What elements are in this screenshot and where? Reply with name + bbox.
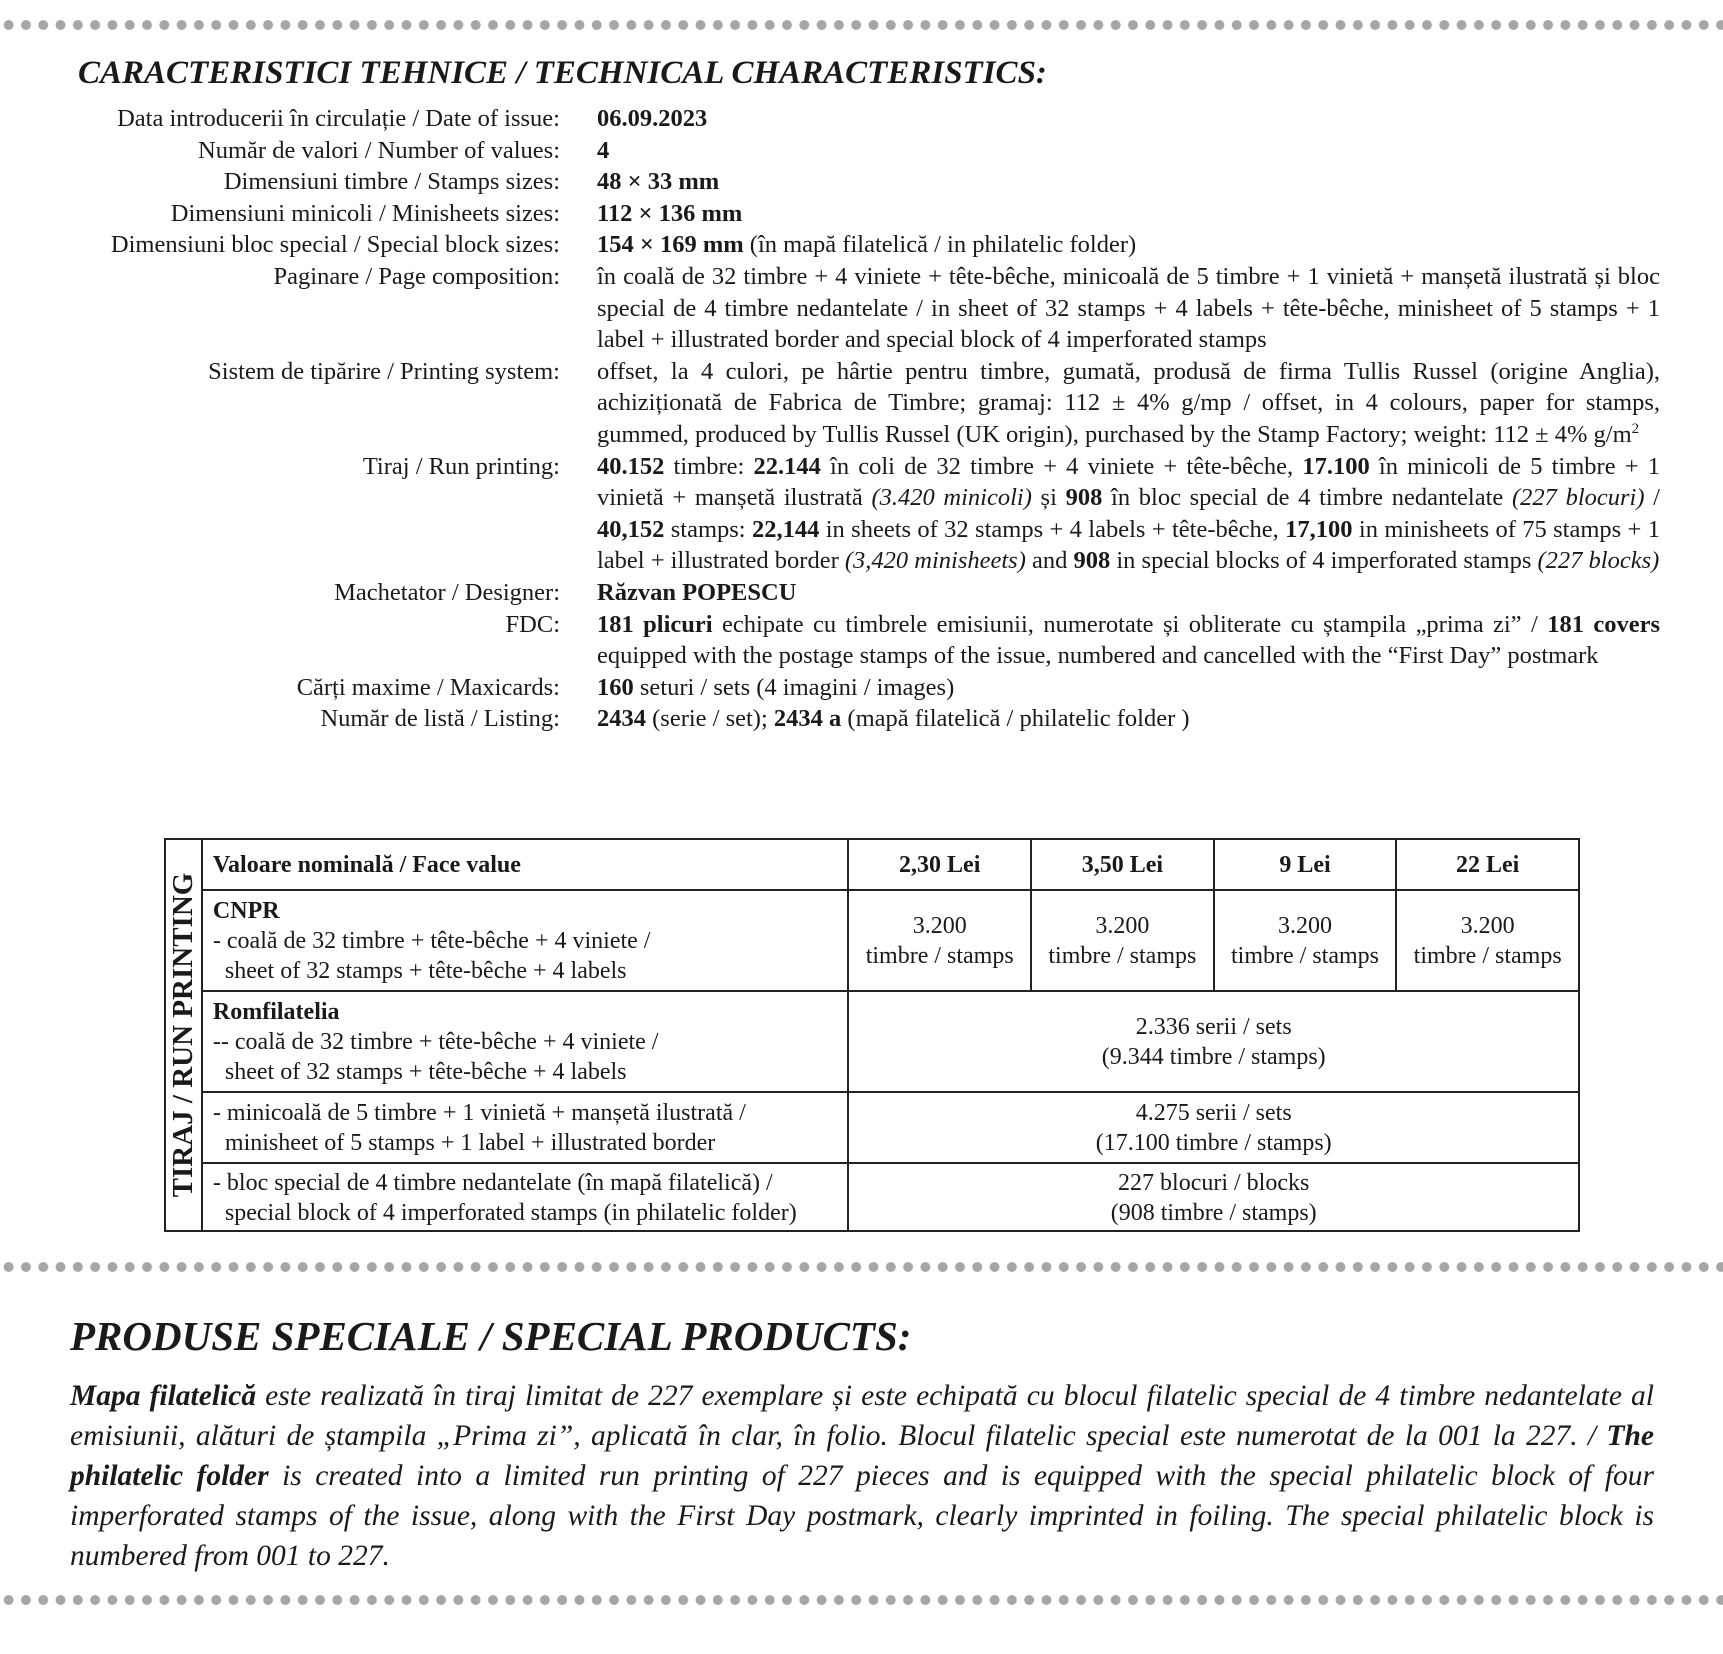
block-line-2: special block of 4 imperforated stamps (in philatelic folder)	[224, 1199, 797, 1226]
cnpr-description	[202, 890, 848, 991]
technical-specs	[60, 103, 1660, 735]
face-value-9: 9 Lei	[1214, 840, 1397, 890]
block-line-1: - bloc special de 4 timbre nedantelate (în mapă filatelică) /	[212, 1169, 773, 1196]
romfilatelia-line-1: -- coală de 32 timbre + tête-bêche + 4 viniete /	[212, 1028, 659, 1055]
spec-label: Dimensiuni timbre / Stamps sizes:	[223, 168, 560, 196]
spec-value: în coală de 32 timbre + 4 viniete + tête-bêche, minicoală de 5 timbre + 1 vinietă + manșetă ilustrată și bloc special de 4 timbre nedantelate / in sheet of 32 stamps + 4 labels + tête-bêche, minisheet of 5 stamps + 1 label + illustrated border and special block of 4 imperforated stamps	[597, 262, 1660, 354]
spec-value: 48 × 33 mm	[597, 168, 720, 196]
minisheet-line-1: - minicoală de 5 timbre + 1 vinietă + manșetă ilustrată /	[212, 1099, 746, 1126]
cnpr-cell-9: 3.200 timbre / stamps	[1214, 890, 1397, 991]
block-description	[202, 1163, 848, 1231]
spec-value: 154 × 169 mm (în mapă filatelică / in philatelic folder)	[597, 231, 1137, 259]
spec-row-block-sizes	[60, 229, 1660, 261]
spec-row-minisheet-sizes	[60, 198, 1660, 230]
spec-value: 181 plicuri echipate cu timbrele emisiunii, numerotate și obliterate cu ștampila „prima zi” / 181 covers equipped with the postage stamps of the issue, numbered and cancelled with the “First Day” postmark	[597, 610, 1661, 670]
spec-label: Dimensiuni minicoli / Minisheets sizes:	[170, 199, 560, 227]
run-printing-table	[164, 838, 1580, 1232]
cnpr-cell-22: 3.200 timbre / stamps	[1396, 890, 1578, 991]
spec-row-printing-system	[60, 356, 1660, 451]
spec-label: Machetator / Designer:	[334, 578, 560, 606]
cnpr-title: CNPR	[212, 897, 280, 924]
run-printing-side-cell	[166, 840, 202, 1231]
run-printing-side-label: TIRAJ / RUN PRINTING	[167, 872, 200, 1198]
spec-label: Dimensiuni bloc special / Special block sizes:	[110, 231, 560, 259]
spec-row-page-composition	[60, 261, 1660, 356]
block-value: 227 blocuri / blocks (908 timbre / stamps)	[848, 1163, 1578, 1231]
special-products-text: Mapa filatelică este realizată în tiraj limitat de 227 exemplare și este echipată cu blocul filatelic special de 4 timbre nedantelate al emisiunii, alături de ștampila „Prima zi”, aplicată în clar, în folio. Blocul filatelic special este numerotat de la 001 la 227. / The philatelic folder is created into a limited run printing of 227 pieces and is equipped with the special philatelic block of four imperforated stamps of the issue, along with the First Day postmark, clearly imprinted in foiling. The special philatelic block is numbered from 001 to 227.	[70, 1380, 1655, 1572]
spec-label: Număr de listă / Listing:	[320, 705, 560, 733]
spec-label: Sistem de tipărire / Printing system:	[208, 357, 560, 385]
table-row-block	[166, 1163, 1578, 1231]
face-value-header: Valoare nominală / Face value	[202, 840, 848, 890]
spec-label: Tiraj / Run printing:	[362, 452, 560, 480]
face-value-2-30: 2,30 Lei	[848, 840, 1031, 890]
dotted-separator-middle	[0, 1261, 1723, 1273]
spec-row-date	[60, 103, 1660, 135]
special-products-heading: PRODUSE SPECIALE / SPECIAL PRODUCTS:	[70, 1313, 912, 1359]
spec-value: 06.09.2023	[597, 105, 708, 132]
spec-label: Paginare / Page composition:	[273, 262, 560, 290]
face-value-22: 22 Lei	[1396, 840, 1578, 890]
spec-row-values	[60, 135, 1660, 167]
table-row-minisheet	[166, 1092, 1578, 1163]
spec-row-run-printing	[60, 451, 1660, 577]
dotted-separator-bottom	[0, 1594, 1723, 1606]
spec-value: 112 × 136 mm	[597, 199, 743, 227]
romfilatelia-line-2: sheet of 32 stamps + tête-bêche + 4 labels	[224, 1058, 627, 1085]
spec-label: Număr de valori / Number of values:	[198, 136, 560, 164]
table-row-romfilatelia	[166, 991, 1578, 1092]
spec-value: 160 seturi / sets (4 imagini / images)	[597, 673, 955, 701]
spec-row-maxicards	[60, 672, 1660, 704]
cnpr-line-2: sheet of 32 stamps + tête-bêche + 4 labels	[224, 957, 627, 984]
technical-heading: CARACTERISTICI TEHNICE / TECHNICAL CHARACTERISTICS:	[78, 55, 1047, 91]
romfilatelia-value: 2.336 serii / sets (9.344 timbre / stamps)	[848, 991, 1578, 1092]
spec-value: Răzvan POPESCU	[597, 578, 797, 606]
minisheet-description	[202, 1092, 848, 1163]
face-value-3-50: 3,50 Lei	[1031, 840, 1214, 890]
spec-label: FDC:	[505, 610, 560, 638]
spec-label: Data introducerii în circulație / Date of issue:	[117, 105, 560, 132]
spec-value: 4	[597, 136, 610, 164]
spec-value: 40.152 timbre: 22.144 în coli de 32 timbre + 4 viniete + tête-bêche, 17.100 în minicoli de 5 timbre + 1 vinietă + manșetă ilustrată (3.420 minicoli) și 908 în bloc special de 4 timbre nedantelate (227 blocuri) / 40,152 stamps: 22,144 in sheets of 32 stamps + 4 labels + tête-bêche, 17,100 in minisheets of 75 stamps + 1 label + illustrated border (3,420 minisheets) and 908 in special blocks of 4 imperforated stamps (227 blocks)	[597, 452, 1660, 575]
cnpr-cell-2-30: 3.200 timbre / stamps	[848, 890, 1031, 991]
cnpr-cell-3-50: 3.200 timbre / stamps	[1031, 890, 1214, 991]
minisheet-value: 4.275 serii / sets (17.100 timbre / stamps)	[848, 1092, 1578, 1163]
cnpr-line-1: - coală de 32 timbre + tête-bêche + 4 viniete /	[212, 927, 651, 954]
table-row-cnpr	[166, 890, 1578, 991]
spec-row-designer	[60, 577, 1660, 609]
minisheet-line-2: minisheet of 5 stamps + 1 label + illustrated border	[224, 1129, 716, 1156]
dotted-separator-top	[0, 19, 1723, 31]
spec-value: offset, la 4 culori, pe hârtie pentru timbre, gumată, produsă de firma Tullis Russel (origine Anglia), achiziționată de Fabrica de Timbre; gramaj: 112 ± 4% g/mp / offset, in 4 colours, paper for stamps, gummed, produced by Tullis Russel (UK origin), purchased by the Stamp Factory; weight: 112 ± 4% $g/m^2$	[597, 357, 1660, 448]
romfilatelia-title: Romfilatelia	[212, 998, 340, 1025]
spec-row-fdc	[60, 609, 1660, 672]
spec-row-stamp-sizes	[60, 166, 1660, 198]
spec-row-listing	[60, 703, 1660, 735]
spec-label: Cărți maxime / Maxicards:	[296, 673, 560, 701]
spec-value: 2434 (serie / set); 2434 a (mapă filatelică / philatelic folder )	[597, 705, 1190, 733]
romfilatelia-description	[202, 991, 848, 1092]
